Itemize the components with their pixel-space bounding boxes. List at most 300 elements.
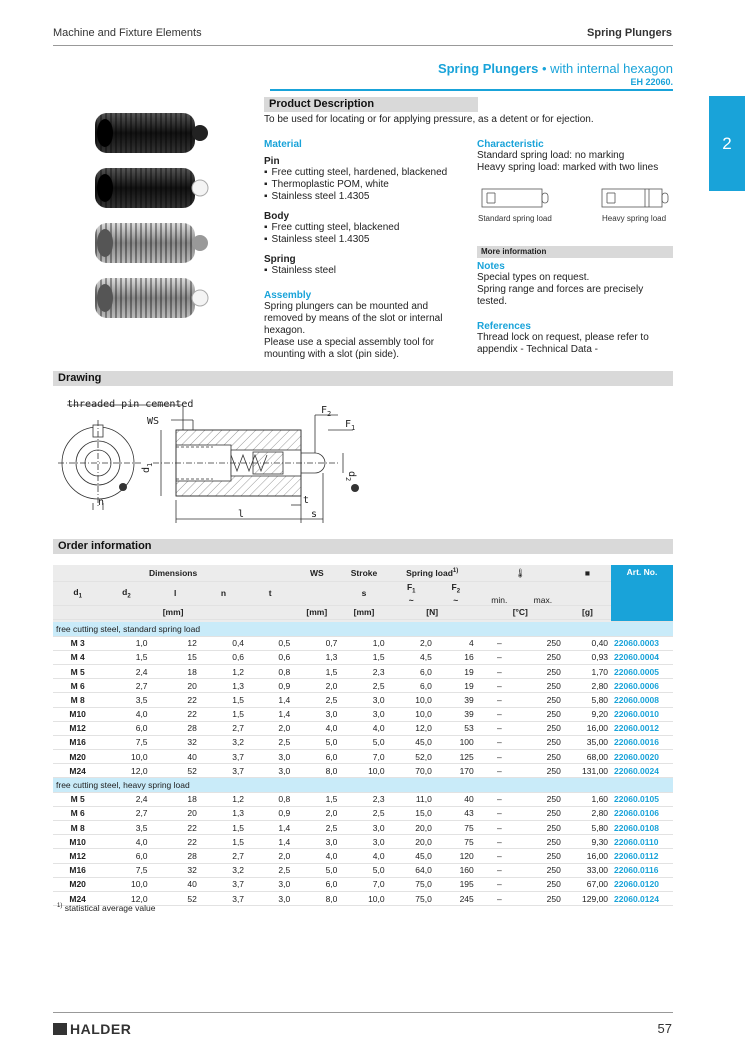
page-title: Spring Plungers • with internal hexagon	[437, 61, 673, 76]
table-cell: M 4	[53, 650, 102, 664]
table-cell: –	[477, 792, 522, 806]
art-no-cell[interactable]: 22060.0124	[611, 891, 673, 905]
material-column	[264, 139, 464, 361]
assembly-line: Spring plungers can be mounted and	[264, 301, 429, 312]
table-cell: 40	[151, 750, 200, 764]
body-list	[264, 222, 464, 246]
plunger-steel-2	[95, 278, 208, 318]
table-cell: –	[477, 821, 522, 835]
table-cell: 10,0	[388, 707, 435, 721]
table-row	[53, 792, 673, 806]
table-cell: 4,5	[388, 650, 435, 664]
table-cell: M24	[53, 764, 102, 778]
table-cell: 3,5	[102, 821, 150, 835]
table-cell: 3,0	[247, 764, 293, 778]
table-cell: 16,00	[564, 849, 611, 863]
table-cell: 250	[522, 835, 564, 849]
art-no-cell[interactable]: 22060.0106	[611, 806, 673, 820]
table-cell: 52	[151, 764, 200, 778]
table-header-row	[53, 565, 673, 582]
technical-drawing	[53, 395, 383, 530]
list-item: ▪ Stainless steel	[264, 265, 464, 277]
table-cell: –	[477, 735, 522, 749]
table-cell: 2,7	[200, 849, 247, 863]
table-cell: 250	[522, 721, 564, 735]
table-cell: 5,0	[340, 863, 387, 877]
table-cell: 16,00	[564, 721, 611, 735]
label-d2: $d_2$	[344, 471, 357, 482]
group-standard: free cutting steel, standard spring load	[53, 622, 673, 636]
table-cell: 15,0	[388, 806, 435, 820]
notes-line: Special types on request.	[477, 272, 590, 283]
title-rule	[270, 89, 673, 91]
table-cell: 4	[435, 636, 477, 650]
table-cell: 40	[151, 877, 200, 891]
table-cell: 75,0	[388, 877, 435, 891]
body-heading: Body	[264, 211, 289, 222]
table-cell: 6,0	[102, 849, 150, 863]
table-cell: 12,0	[388, 721, 435, 735]
table-cell: 250	[522, 821, 564, 835]
art-no-cell[interactable]: 22060.0010	[611, 707, 673, 721]
header-d2: $d_2$	[102, 582, 150, 606]
plunger-black-1	[95, 113, 208, 153]
art-no-cell[interactable]: 22060.0112	[611, 849, 673, 863]
table-cell: 28	[151, 849, 200, 863]
table-cell: 250	[522, 806, 564, 820]
order-table	[53, 565, 673, 906]
table-cell: 4,0	[293, 849, 340, 863]
art-no-cell[interactable]: 22060.0020	[611, 750, 673, 764]
table-cell: 75	[435, 821, 477, 835]
notes-heading: Notes	[477, 261, 505, 272]
unit-mm: [mm]	[53, 605, 293, 619]
header-t: t	[247, 582, 293, 606]
table-cell: 3,7	[200, 764, 247, 778]
table-cell: 250	[522, 792, 564, 806]
table-cell: 2,0	[293, 679, 340, 693]
table-cell: 16	[435, 650, 477, 664]
table-cell: 250	[522, 679, 564, 693]
references-line: appendix - Technical Data -	[477, 344, 598, 355]
table-cell: 0,4	[200, 636, 247, 650]
table-cell: 0,6	[247, 650, 293, 664]
table-cell: 2,0	[293, 806, 340, 820]
notes-line: tested.	[477, 296, 508, 307]
table-cell: 5,80	[564, 693, 611, 707]
table-cell: 1,60	[564, 792, 611, 806]
table-cell: 2,0	[247, 849, 293, 863]
table-cell: 4,0	[293, 721, 340, 735]
table-cell: 20,0	[388, 835, 435, 849]
art-no-cell[interactable]: 22060.0004	[611, 650, 673, 664]
label-f1: $F_1$	[345, 419, 356, 432]
header-ws: WS	[293, 565, 340, 582]
table-cell: 3,0	[293, 835, 340, 849]
table-cell: 45,0	[388, 735, 435, 749]
heavy-rows	[53, 792, 673, 906]
table-cell: –	[477, 806, 522, 820]
table-cell: 250	[522, 707, 564, 721]
table-cell: 1,5	[200, 693, 247, 707]
art-no-cell[interactable]: 22060.0005	[611, 664, 673, 678]
table-row	[53, 863, 673, 877]
table-cell: 250	[522, 764, 564, 778]
table-cell: 0,8	[247, 792, 293, 806]
pin-heading: Pin	[264, 156, 280, 167]
table-cell: 250	[522, 693, 564, 707]
label-l: l	[238, 509, 245, 520]
footer-rule	[53, 1012, 673, 1013]
table-cell: 7,0	[340, 750, 387, 764]
table-cell: 250	[522, 891, 564, 905]
table-cell: 2,0	[247, 721, 293, 735]
list-item: ▪ Stainless steel 1.4305	[264, 234, 464, 246]
table-cell: M 6	[53, 679, 102, 693]
thermometer-icon: 🌡	[477, 565, 564, 582]
table-cell: –	[477, 636, 522, 650]
header-spring-load: Spring load$^{1)}$	[388, 565, 477, 582]
spring-list	[264, 265, 464, 277]
references-line: Thread lock on request, please refer to	[477, 332, 649, 343]
product-description-heading: Product Description	[264, 97, 478, 112]
table-cell: 5,80	[564, 821, 611, 835]
art-no-cell[interactable]: 22060.0116	[611, 863, 673, 877]
table-cell: 1,5	[293, 792, 340, 806]
table-cell: 22	[151, 835, 200, 849]
table-cell: 12	[151, 636, 200, 650]
table-cell: 53	[435, 721, 477, 735]
table-cell: 2,7	[102, 679, 150, 693]
assembly-line: hexagon.	[264, 325, 306, 336]
art-no-cell[interactable]: 22060.0108	[611, 821, 673, 835]
table-cell: M 3	[53, 636, 102, 650]
table-cell: 2,7	[200, 721, 247, 735]
header-art-no: Art. No.	[611, 565, 673, 622]
table-cell: 3,0	[340, 821, 387, 835]
characteristic-column	[477, 139, 673, 174]
unit-mm-stroke: [mm]	[340, 605, 387, 619]
table-cell: 160	[435, 863, 477, 877]
table-cell: 1,70	[564, 664, 611, 678]
table-cell: 2,7	[102, 806, 150, 820]
label-f2: $F_2$	[321, 405, 332, 418]
table-cell: –	[477, 650, 522, 664]
table-cell: 10,0	[102, 750, 150, 764]
table-cell: 3,0	[247, 877, 293, 891]
table-cell: 129,00	[564, 891, 611, 905]
table-cell: 0,9	[247, 806, 293, 820]
table-cell: 6,0	[293, 750, 340, 764]
table-cell: 0,8	[247, 664, 293, 678]
heavy-load-figure	[602, 189, 668, 207]
table-cell: –	[477, 707, 522, 721]
table-cell: 28	[151, 721, 200, 735]
unit-g: [g]	[564, 605, 611, 619]
list-item: ▪ Free cutting steel, blackened	[264, 222, 464, 234]
table-cell: 1,2	[200, 792, 247, 806]
header-d1: $d_1$	[53, 582, 102, 606]
table-cell: 35,00	[564, 735, 611, 749]
table-cell: 3,2	[200, 863, 247, 877]
page-number: 57	[657, 1021, 672, 1036]
table-cell: 6,0	[102, 721, 150, 735]
table-cell: 3,0	[340, 835, 387, 849]
product-intro: To be used for locating or for applying pressure, as a detent or for ejection.	[264, 114, 594, 125]
label-n: n	[98, 497, 105, 508]
table-cell: 0,9	[247, 679, 293, 693]
standard-load-figure	[482, 189, 548, 207]
assembly-line: Please use a special assembly tool for	[264, 337, 435, 348]
order-information-heading: Order information	[53, 539, 673, 554]
table-cell: 3,0	[293, 707, 340, 721]
table-cell: 4,0	[102, 707, 150, 721]
art-no-cell[interactable]: 22060.0120	[611, 877, 673, 891]
pin-list	[264, 167, 464, 203]
table-cell: 5,0	[293, 735, 340, 749]
table-cell: 39	[435, 707, 477, 721]
table-row	[53, 849, 673, 863]
material-heading: Material	[264, 139, 302, 150]
table-cell: 0,40	[564, 636, 611, 650]
footnote: $^{1)}$ statistical average value	[57, 903, 156, 913]
table-cell: 2,5	[247, 863, 293, 877]
table-cell: M20	[53, 750, 102, 764]
table-cell: 52	[151, 891, 200, 905]
table-cell: 3,5	[102, 693, 150, 707]
table-cell: 20,0	[388, 821, 435, 835]
table-cell: 4,0	[102, 835, 150, 849]
table-cell: 18	[151, 664, 200, 678]
table-cell: 2,3	[340, 664, 387, 678]
table-cell: 70,0	[388, 764, 435, 778]
table-cell: 8,0	[293, 764, 340, 778]
art-no-cell[interactable]: 22060.0003	[611, 636, 673, 650]
table-cell: –	[477, 693, 522, 707]
table-cell: 40	[435, 792, 477, 806]
table-cell: –	[477, 849, 522, 863]
table-row	[53, 750, 673, 764]
table-cell: 3,0	[340, 693, 387, 707]
table-cell: 1,4	[247, 707, 293, 721]
spring-load-marking-figures	[477, 183, 673, 213]
table-cell: 2,5	[247, 735, 293, 749]
table-cell: 15	[151, 650, 200, 664]
plunger-black-2	[95, 168, 208, 208]
chapter-tab[interactable]: 2	[709, 96, 745, 191]
table-cell: 2,4	[102, 664, 150, 678]
table-cell: 250	[522, 849, 564, 863]
table-cell: 8,0	[293, 891, 340, 905]
table-cell: 3,7	[200, 877, 247, 891]
table-cell: 10,0	[340, 764, 387, 778]
table-cell: 4,0	[340, 721, 387, 735]
table-cell: 250	[522, 650, 564, 664]
running-header-chapter: Spring Plungers	[587, 27, 672, 39]
section-view	[67, 405, 356, 523]
table-row	[53, 707, 673, 721]
table-cell: M10	[53, 835, 102, 849]
table-cell: M10	[53, 707, 102, 721]
table-cell: 52,0	[388, 750, 435, 764]
table-cell: 2,80	[564, 806, 611, 820]
table-cell: 1,4	[247, 821, 293, 835]
table-row	[53, 664, 673, 678]
header-l: l	[151, 582, 200, 606]
art-no-cell[interactable]: 22060.0008	[611, 693, 673, 707]
header-stroke-s: s	[340, 582, 387, 606]
table-cell: 12,0	[102, 764, 150, 778]
table-cell: M 8	[53, 821, 102, 835]
group-row	[53, 778, 673, 792]
table-cell: –	[477, 764, 522, 778]
table-cell: 1,0	[102, 636, 150, 650]
table-cell: 1,5	[102, 650, 150, 664]
table-cell: 33,00	[564, 863, 611, 877]
table-cell: 2,5	[340, 679, 387, 693]
table-cell: 245	[435, 891, 477, 905]
table-cell: 2,5	[340, 806, 387, 820]
table-cell: M20	[53, 877, 102, 891]
table-cell: M 8	[53, 693, 102, 707]
table-cell: 22	[151, 707, 200, 721]
table-cell: 45,0	[388, 849, 435, 863]
table-cell: 250	[522, 863, 564, 877]
label-thread: threaded pin cemented	[67, 399, 194, 410]
assembly-line: mounting with a slot (pin side).	[264, 349, 400, 360]
unit-mm-ws: [mm]	[293, 605, 340, 619]
brand-logo: HALDER	[53, 1021, 131, 1037]
header-f2: $F_2$ ~	[435, 582, 477, 606]
art-no-cell[interactable]: 22060.0012	[611, 721, 673, 735]
running-header-section: Machine and Fixture Elements	[53, 27, 202, 39]
header-n: n	[200, 582, 247, 606]
table-cell: –	[477, 721, 522, 735]
assembly-line: removed by means of the slot or internal	[264, 313, 443, 324]
table-cell: 1,0	[340, 636, 387, 650]
table-cell: –	[477, 877, 522, 891]
table-cell: 3,7	[200, 750, 247, 764]
references-heading: References	[477, 321, 531, 332]
header-min: min.	[477, 582, 522, 606]
table-cell: 19	[435, 679, 477, 693]
table-cell: 250	[522, 636, 564, 650]
table-cell: –	[477, 863, 522, 877]
characteristic-line: Heavy spring load: marked with two lines	[477, 162, 659, 173]
table-cell: 1,3	[200, 806, 247, 820]
label-ws: WS	[147, 416, 160, 427]
art-no-cell[interactable]: 22060.0006	[611, 679, 673, 693]
table-cell: 22	[151, 693, 200, 707]
table-cell: 1,3	[200, 679, 247, 693]
table-row	[53, 693, 673, 707]
art-no-cell[interactable]: 22060.0016	[611, 735, 673, 749]
art-no-cell[interactable]: 22060.0105	[611, 792, 673, 806]
table-row	[53, 721, 673, 735]
standard-load-label: Standard spring load	[478, 214, 552, 223]
list-item: ▪ Stainless steel 1.4305	[264, 191, 464, 203]
header-rule	[53, 45, 673, 46]
table-cell: 11,0	[388, 792, 435, 806]
table-cell: 75,0	[388, 891, 435, 905]
table-cell: 2,4	[102, 792, 150, 806]
table-cell: M 6	[53, 806, 102, 820]
table-row	[53, 735, 673, 749]
table-cell: 6,0	[293, 877, 340, 891]
list-item: ▪ Free cutting steel, hardened, blackened	[264, 167, 464, 179]
table-cell: 39	[435, 693, 477, 707]
table-cell: 1,5	[200, 707, 247, 721]
table-cell: 7,5	[102, 863, 150, 877]
table-cell: 250	[522, 877, 564, 891]
table-row	[53, 679, 673, 693]
header-stroke: Stroke	[340, 565, 387, 582]
table-cell: 250	[522, 735, 564, 749]
table-cell: M24	[53, 891, 102, 905]
characteristic-line: Standard spring load: no marking	[477, 150, 625, 161]
table-cell: 10,0	[388, 693, 435, 707]
label-d1: $d_1$	[141, 462, 154, 473]
table-cell: 22	[151, 821, 200, 835]
group-row	[53, 622, 673, 636]
weight-icon: ■	[564, 565, 611, 582]
table-row	[53, 764, 673, 778]
table-cell: 9,30	[564, 835, 611, 849]
table-cell: 125	[435, 750, 477, 764]
table-cell: 18	[151, 792, 200, 806]
label-s: s	[311, 509, 318, 520]
table-cell: 0,93	[564, 650, 611, 664]
art-no-cell[interactable]: 22060.0110	[611, 835, 673, 849]
table-cell: 250	[522, 664, 564, 678]
table-cell: M 5	[53, 792, 102, 806]
spring-heading: Spring	[264, 254, 296, 265]
table-cell: M12	[53, 849, 102, 863]
table-cell: 1,5	[200, 821, 247, 835]
table-cell: 2,3	[340, 792, 387, 806]
header-dimensions: Dimensions	[53, 565, 293, 582]
notes-line: Spring range and forces are precisely	[477, 284, 644, 295]
table-cell: 20	[151, 679, 200, 693]
table-cell: 2,80	[564, 679, 611, 693]
product-photo	[90, 108, 215, 338]
table-cell: 19	[435, 664, 477, 678]
plunger-steel-1	[95, 223, 208, 263]
table-cell: 120	[435, 849, 477, 863]
table-cell: 250	[522, 750, 564, 764]
table-cell: 131,00	[564, 764, 611, 778]
heavy-load-label: Heavy spring load	[602, 214, 667, 223]
table-row	[53, 806, 673, 820]
table-cell: 1,5	[293, 664, 340, 678]
unit-n: [N]	[388, 605, 477, 619]
notes-section	[477, 261, 673, 356]
table-cell: 2,5	[293, 821, 340, 835]
table-cell: 2,5	[293, 693, 340, 707]
assembly-heading: Assembly	[264, 290, 312, 301]
table-cell: –	[477, 835, 522, 849]
drawing-heading: Drawing	[53, 371, 673, 386]
table-cell: 68,00	[564, 750, 611, 764]
table-cell: –	[477, 679, 522, 693]
table-cell: –	[477, 750, 522, 764]
label-t: t	[303, 495, 310, 506]
art-no-cell[interactable]: 22060.0024	[611, 764, 673, 778]
article-code: EH 22060.	[630, 77, 673, 87]
standard-rows	[53, 636, 673, 778]
table-cell: M12	[53, 721, 102, 735]
table-cell: 67,00	[564, 877, 611, 891]
